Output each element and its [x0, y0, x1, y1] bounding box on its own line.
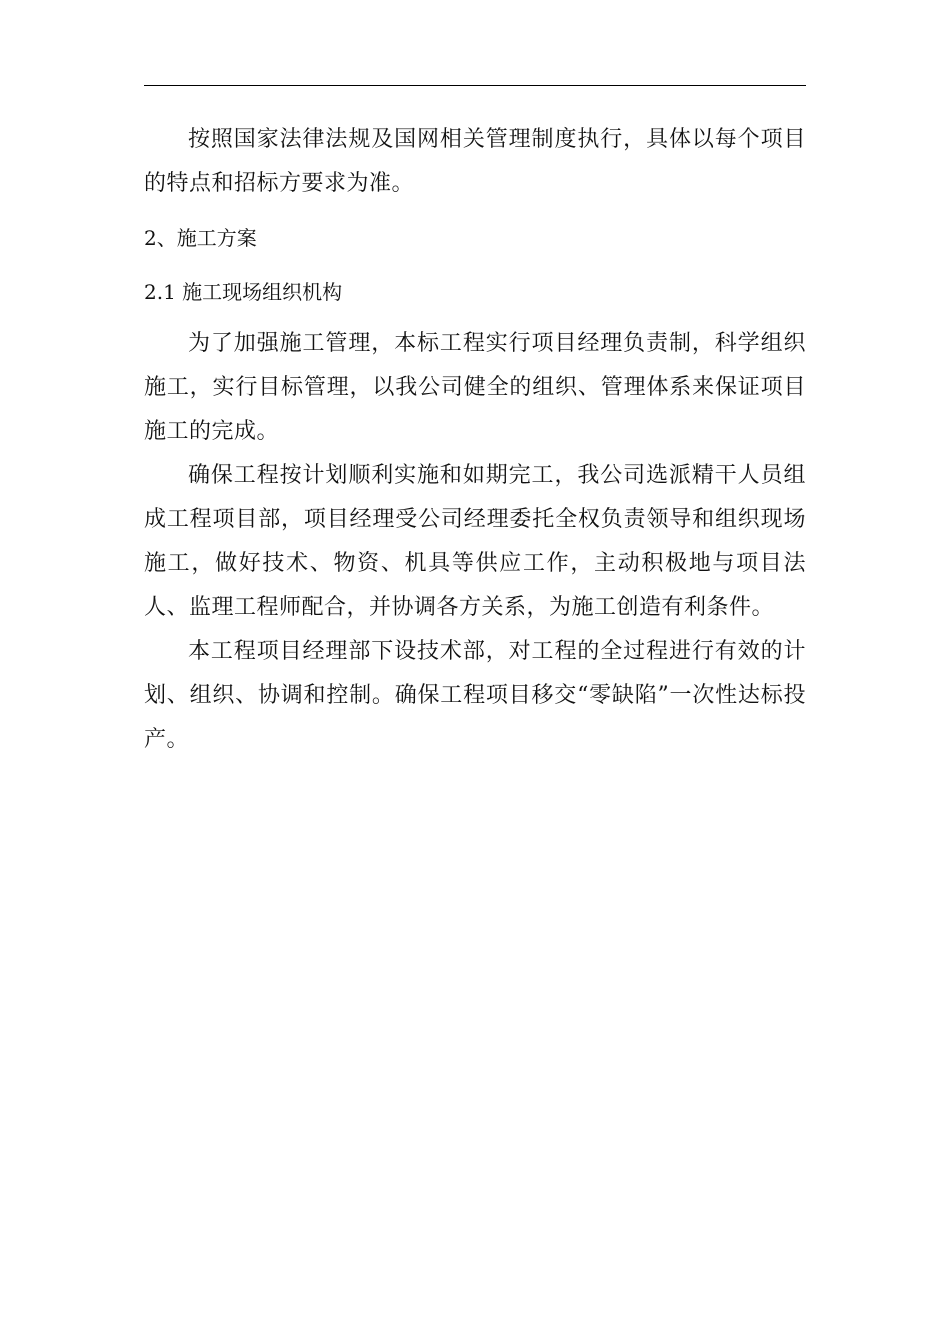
- paragraph-technical-department: 本工程项目经理部下设技术部，对工程的全过程进行有效的计划、组织、协调和控制。确保工程项目移交“零缺陷”一次性达标投产。: [144, 639, 806, 752]
- paragraph-project-manager-responsibility: 为了加强施工管理，本标工程实行项目经理负责制，科学组织施工，实行目标管理，以我公司健全的组织、管理体系来保证项目施工的完成。: [144, 331, 806, 444]
- header-rule: [144, 85, 806, 86]
- section-heading-construction-plan: 2、施工方案: [144, 226, 257, 250]
- paragraph-project-department-setup: 确保工程按计划顺利实施和如期完工，我公司选派精干人员组成工程项目部，项目经理受公司经理委托全权负责领导和组织现场施工，做好技术、物资、机具等供应工作，主动积极地与项目法人、监理工程师配合，并协调各方关系，为施工创造有利条件。: [144, 463, 806, 620]
- subsection-heading-site-organization: 2.1 施工现场组织机构: [144, 280, 343, 304]
- document-body: [144, 118, 806, 762]
- paragraph-execution-basis: 按照国家法律法规及国网相关管理制度执行，具体以每个项目的特点和招标方要求为准。: [144, 127, 806, 196]
